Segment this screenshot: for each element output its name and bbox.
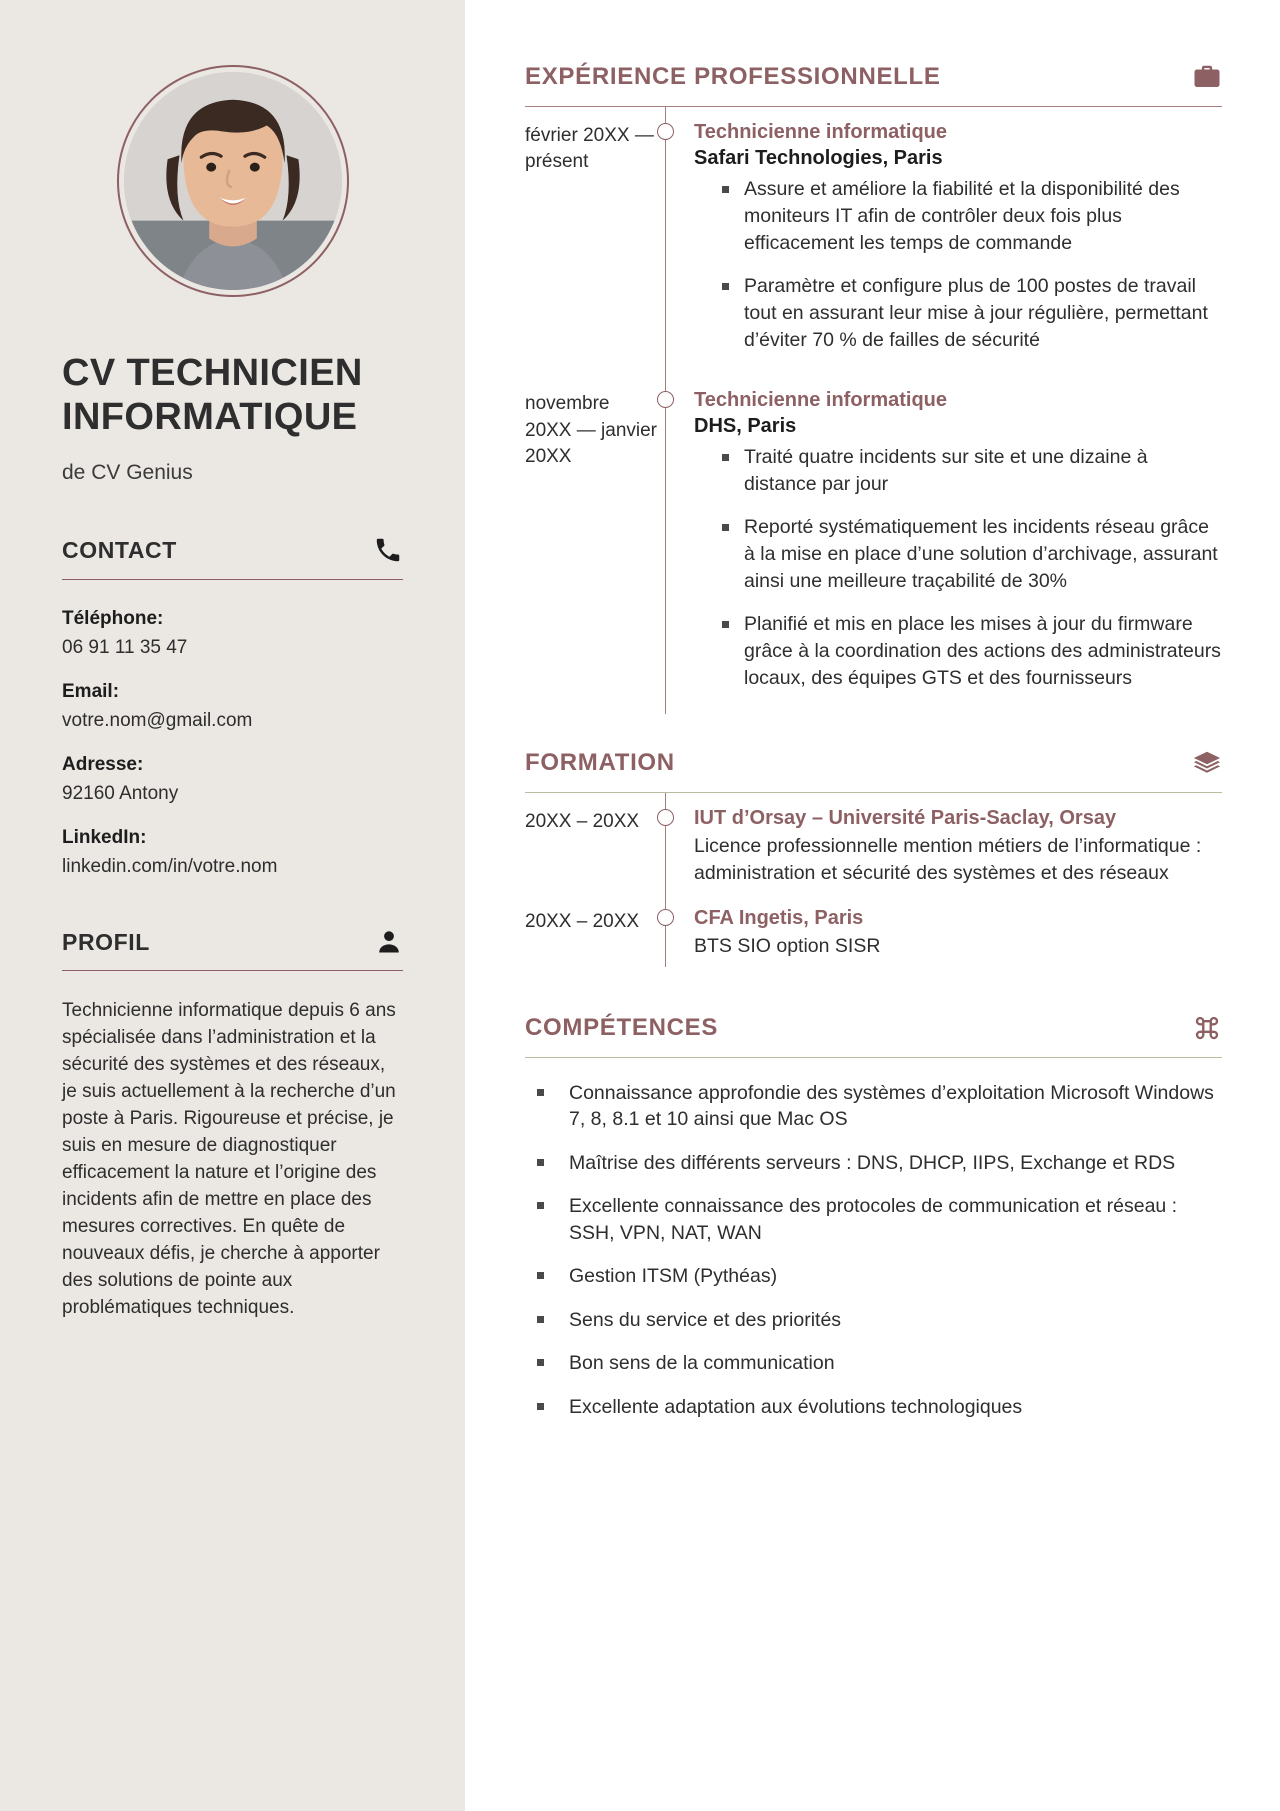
job-bullet-list [694, 176, 1222, 353]
page-title: CV TECHNICIEN INFORMATIQUE [62, 352, 363, 439]
list-item: Gestion ITSM (Pythéas) [525, 1263, 1222, 1290]
experience-entry-body [694, 375, 1222, 713]
timeline-dot-icon [657, 909, 674, 926]
contact-list [62, 608, 403, 878]
list-item: Traité quatre incidents sur site et une dizaine à distance par jour [694, 444, 1222, 498]
list-item: Maîtrise des différents serveurs : DNS, DHCP, IIPS, Exchange et RDS [525, 1150, 1222, 1177]
experience-entry-date: février 20XX — présent [525, 125, 654, 173]
contact-divider [62, 579, 403, 580]
experience-heading: EXPÉRIENCE PROFESSIONNELLE [525, 63, 941, 90]
experience-entry-body [694, 107, 1222, 375]
graduation-cap-icon [1192, 748, 1222, 778]
experience-entry [525, 375, 1222, 713]
contact-label: Email: [62, 681, 120, 703]
contact-value-phone[interactable]: 06 91 11 35 47 [62, 637, 188, 659]
list-item: Assure et améliore la fiabilité et la disponibilité des moniteurs IT afin de contrôler deux fois plus efficacement les temps de commande [694, 176, 1222, 257]
contact-label: LinkedIn: [62, 827, 147, 849]
timeline-line [665, 893, 666, 966]
profile-photo [124, 72, 342, 290]
skills-list [525, 1080, 1222, 1421]
education-section [525, 748, 1222, 967]
contact-section [62, 535, 403, 878]
skills-section-header [525, 1013, 1222, 1043]
timeline-line [665, 793, 666, 894]
timeline-axis [660, 375, 694, 713]
job-organization: Safari Technologies, Paris [694, 147, 943, 169]
job-bullet-list [694, 444, 1222, 691]
education-entry [525, 893, 1222, 966]
list-item: Excellente adaptation aux évolutions technologiques [525, 1394, 1222, 1421]
timeline-dot-icon [657, 123, 674, 140]
degree-description: BTS SIO option SISR [694, 935, 881, 958]
list-item: Reporté systématiquement les incidents réseau grâce à la mise en place d’une solution d’archivage, assurant ainsi une meilleure traçabilité de 30% [694, 514, 1222, 595]
job-title: Technicienne informatique [694, 121, 947, 143]
command-icon [1192, 1013, 1222, 1043]
timeline-axis [660, 793, 694, 894]
contact-label: Adresse: [62, 754, 144, 776]
page-subtitle: de CV Genius [62, 461, 193, 485]
contact-value-linkedin[interactable]: linkedin.com/in/votre.nom [62, 856, 278, 878]
timeline-axis [660, 107, 694, 375]
timeline-dot-icon [657, 391, 674, 408]
contact-section-header [62, 535, 403, 565]
phone-icon [373, 535, 403, 565]
education-entry-date: 20XX – 20XX [525, 911, 640, 933]
profile-section [62, 928, 403, 1322]
experience-section-header [525, 62, 1222, 92]
contact-item-address [62, 754, 403, 805]
education-section-header [525, 748, 1222, 778]
avatar [117, 65, 349, 297]
contact-item-phone [62, 608, 403, 659]
education-entry [525, 793, 1222, 894]
timeline-dot-icon [657, 809, 674, 826]
education-entry-body [694, 793, 1222, 894]
education-entry-body [694, 893, 1222, 966]
skills-section [525, 1013, 1222, 1421]
person-icon [375, 928, 403, 956]
job-title: Technicienne informatique [694, 389, 947, 412]
timeline-line [665, 375, 666, 713]
profile-divider [62, 970, 403, 971]
contact-value-address: 92160 Antony [62, 783, 179, 805]
sidebar [0, 0, 465, 1811]
contact-heading: CONTACT [62, 536, 177, 563]
list-item: Paramètre et configure plus de 100 postes de travail tout en assurant leur mise à jour régulière, permettant d’éviter 70 % de failles de sécurité [694, 273, 1222, 354]
list-item: Bon sens de la communication [525, 1350, 1222, 1377]
skills-divider [525, 1057, 1222, 1058]
list-item: Excellente connaissance des protocoles de communication et réseau : SSH, VPN, NAT, WAN [525, 1193, 1222, 1246]
education-heading: FORMATION [525, 748, 675, 776]
profile-photo-illustration [124, 72, 342, 290]
job-organization: DHS, Paris [694, 415, 797, 438]
education-entry-date: 20XX – 20XX [525, 810, 640, 832]
contact-item-email [62, 681, 403, 732]
profile-section-header [62, 928, 403, 956]
briefcase-icon [1192, 62, 1222, 92]
list-item: Planifié et mis en place les mises à jour du firmware grâce à la coordination des actions des administrateurs locaux, des équipes GTS et des fournisseurs [694, 611, 1222, 692]
contact-label: Téléphone: [62, 608, 164, 630]
school-name: CFA Ingetis, Paris [694, 907, 864, 930]
main-column [465, 0, 1280, 1811]
timeline-axis [660, 893, 694, 966]
list-item: Connaissance approfondie des systèmes d’exploitation Microsoft Windows 7, 8, 8.1 et 10 ainsi que Mac OS [525, 1080, 1222, 1133]
list-item: Sens du service et des priorités [525, 1307, 1222, 1334]
contact-value-email[interactable]: votre.nom@gmail.com [62, 710, 253, 732]
profile-heading: PROFIL [62, 928, 150, 955]
experience-entry-date: novembre 20XX — janvier 20XX [525, 393, 658, 467]
profile-text: Technicienne informatique depuis 6 ans spécialisée dans l’administration et la sécurité des systèmes et des réseaux, je suis actuellement à la recherche d’un poste à Paris. Rigoureuse et précise, je suis en mesure de diagnostiquer efficacement la nature et l’origine des incidents afin de mettre en place des mesures correctives. En quête de nouveaux défis, je cherche à apporter des solutions de pointe aux problématiques techniques. [62, 1000, 396, 1318]
degree-description: Licence professionnelle mention métiers de l’informatique : administration et sécurité des systèmes et des réseaux [694, 834, 1202, 884]
contact-item-linkedin [62, 827, 403, 878]
skills-heading: COMPÉTENCES [525, 1013, 719, 1041]
experience-entry [525, 107, 1222, 375]
experience-section [525, 62, 1222, 714]
timeline-line [665, 107, 666, 375]
school-name: IUT d’Orsay – Université Paris-Saclay, Orsay [694, 806, 1117, 829]
